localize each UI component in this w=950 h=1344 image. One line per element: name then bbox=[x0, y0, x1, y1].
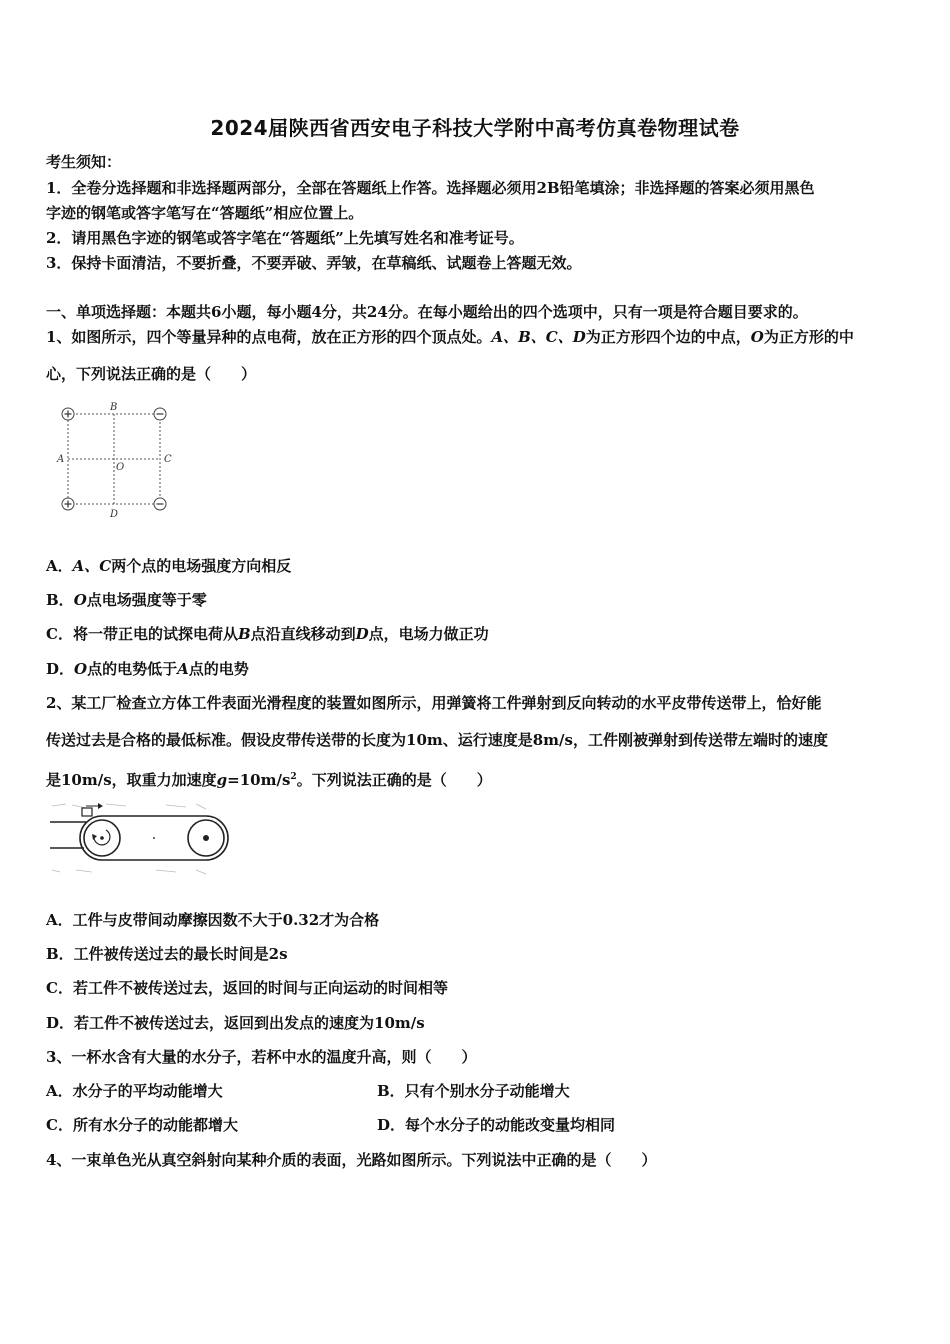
notice-line-1: 1．全卷分选择题和非选择题两部分，全部在答题纸上作答。选择题必须用2B铅笔填涂；非选择题的答案必须用黑色 bbox=[46, 179, 815, 197]
q3-stem: 3、一杯水含有大量的水分子，若杯中水的温度升高，则（ ） bbox=[46, 1048, 477, 1066]
q3-option-b: B．只有个别水分子动能增大 bbox=[377, 1082, 570, 1100]
q2-workpiece-arrowhead bbox=[98, 803, 103, 809]
q2-left-wheel-axle bbox=[100, 836, 104, 840]
notice-line-3: 2．请用黑色字迹的钢笔或答字笔在“答题纸”上先填写姓名和准考证号。 bbox=[46, 229, 524, 247]
notice-line-2: 字迹的钢笔或答字笔写在“答题纸”相应位置上。 bbox=[46, 204, 364, 222]
q2-stem-g: g bbox=[216, 771, 228, 789]
q2-option-c: C．若工件不被传送过去，返回的时间与正向运动的时间相等 bbox=[46, 979, 448, 997]
q4-stem: 4、一束单色光从真空斜射向某种介质的表面，光路如图所示。下列说法中正确的是（ ） bbox=[46, 1151, 657, 1169]
q1-option-c-text: 点，电场力做正功 bbox=[368, 625, 489, 643]
q1-label-b: B bbox=[110, 402, 118, 413]
q1-label-o: O bbox=[116, 462, 125, 473]
q1-label-c: C bbox=[164, 454, 172, 465]
q1-option-b-text: 点电场强度等于零 bbox=[86, 591, 207, 609]
q1-stem-line-1 bbox=[46, 327, 854, 347]
q1-option-d-prefix: D． bbox=[46, 660, 75, 678]
q1-figure bbox=[54, 398, 184, 522]
q1-option-d-var2: A bbox=[177, 660, 189, 678]
q2-stem-line-1: 2、某工厂检查立方体工件表面光滑程度的装置如图所示，用弹簧将工件弹射到反向转动的水平皮带传送带上，恰好能 bbox=[46, 694, 822, 712]
q2-belt-dot bbox=[153, 837, 155, 839]
q1-option-c-var2: D bbox=[355, 625, 369, 643]
q1-option-d-mid: 点的电势低于 bbox=[87, 660, 178, 678]
q1-stem-text-a: 1、如图所示，四个等量异种的点电荷，放在正方形的四个顶点处。 bbox=[46, 328, 492, 346]
q1-option-d-var1: O bbox=[74, 660, 88, 678]
q1-option-c-mid: 点沿直线移动到 bbox=[250, 625, 356, 643]
q2-right-wheel-axle bbox=[203, 835, 209, 841]
q1-stem-line-2: 心，下列说法正确的是（ ） bbox=[46, 365, 257, 383]
q1-option-b-prefix: B． bbox=[46, 591, 74, 609]
q1-option-a bbox=[46, 556, 291, 576]
q1-option-c-var1: B bbox=[237, 625, 251, 643]
q1-stem-vars: A、B、C、D bbox=[491, 328, 586, 346]
notice-header: 考生须知： bbox=[46, 153, 122, 171]
q1-option-d-text: 点的电势 bbox=[188, 660, 249, 678]
q2-stem-sup: 2 bbox=[290, 772, 297, 782]
notice-line-4: 3．保持卡面清洁，不要折叠，不要弄破、弄皱，在草稿纸、试题卷上答题无效。 bbox=[46, 254, 582, 272]
q2-option-d: D．若工件不被传送过去，返回到出发点的速度为10m/s bbox=[46, 1014, 425, 1032]
q2-faint-top bbox=[52, 804, 206, 809]
q2-option-a: A．工件与皮带间动摩擦因数不大于0.32才为合格 bbox=[46, 911, 380, 929]
q2-stem-text-b: =10m/s bbox=[227, 771, 291, 789]
q2-stem-text-a: 是10m/s，取重力加速度 bbox=[46, 771, 217, 789]
q1-option-c-prefix: C．将一带正电的试探电荷从 bbox=[46, 625, 238, 643]
q2-stem-line-2: 传送过去是合格的最低标准。假设皮带传送带的长度为10m、运行速度是8m/s，工件刚被弹射到传送带左端时的速度 bbox=[46, 731, 828, 749]
q1-option-b bbox=[46, 590, 207, 610]
q1-option-c bbox=[46, 624, 489, 644]
q1-option-a-prefix: A． bbox=[46, 557, 73, 575]
q1-stem-text-c: 为正方形的中 bbox=[763, 328, 854, 346]
q2-option-b: B．工件被传送过去的最长时间是2s bbox=[46, 945, 288, 963]
q1-stem-o: O bbox=[750, 328, 764, 346]
q1-option-d bbox=[46, 659, 249, 679]
q2-stem-text-c: 。下列说法正确的是（ ） bbox=[296, 771, 492, 789]
q2-workpiece bbox=[82, 808, 92, 816]
q1-option-b-var: O bbox=[73, 591, 87, 609]
q1-label-a: A bbox=[57, 454, 65, 465]
q3-option-d: D．每个水分子的动能改变量均相同 bbox=[377, 1116, 616, 1134]
q3-option-a: A．水分子的平均动能增大 bbox=[46, 1082, 223, 1100]
q1-option-a-text: 两个点的电场强度方向相反 bbox=[111, 557, 292, 575]
q3-option-c: C．所有水分子的动能都增大 bbox=[46, 1116, 238, 1134]
page-title: 2024届陕西省西安电子科技大学附中高考仿真卷物理试卷 bbox=[210, 116, 740, 140]
q1-label-d: D bbox=[110, 509, 119, 520]
q2-stem-line-3 bbox=[46, 767, 492, 790]
q2-figure bbox=[46, 800, 236, 878]
q1-stem-text-b: 为正方形四个边的中点， bbox=[585, 328, 751, 346]
section-1-header: 一、单项选择题：本题共6小题，每小题4分，共24分。在每小题给出的四个选项中，只有一项是符合题目要求的。 bbox=[46, 303, 808, 321]
q2-faint-bottom bbox=[52, 870, 206, 874]
q1-option-a-var: A、C bbox=[72, 557, 112, 575]
